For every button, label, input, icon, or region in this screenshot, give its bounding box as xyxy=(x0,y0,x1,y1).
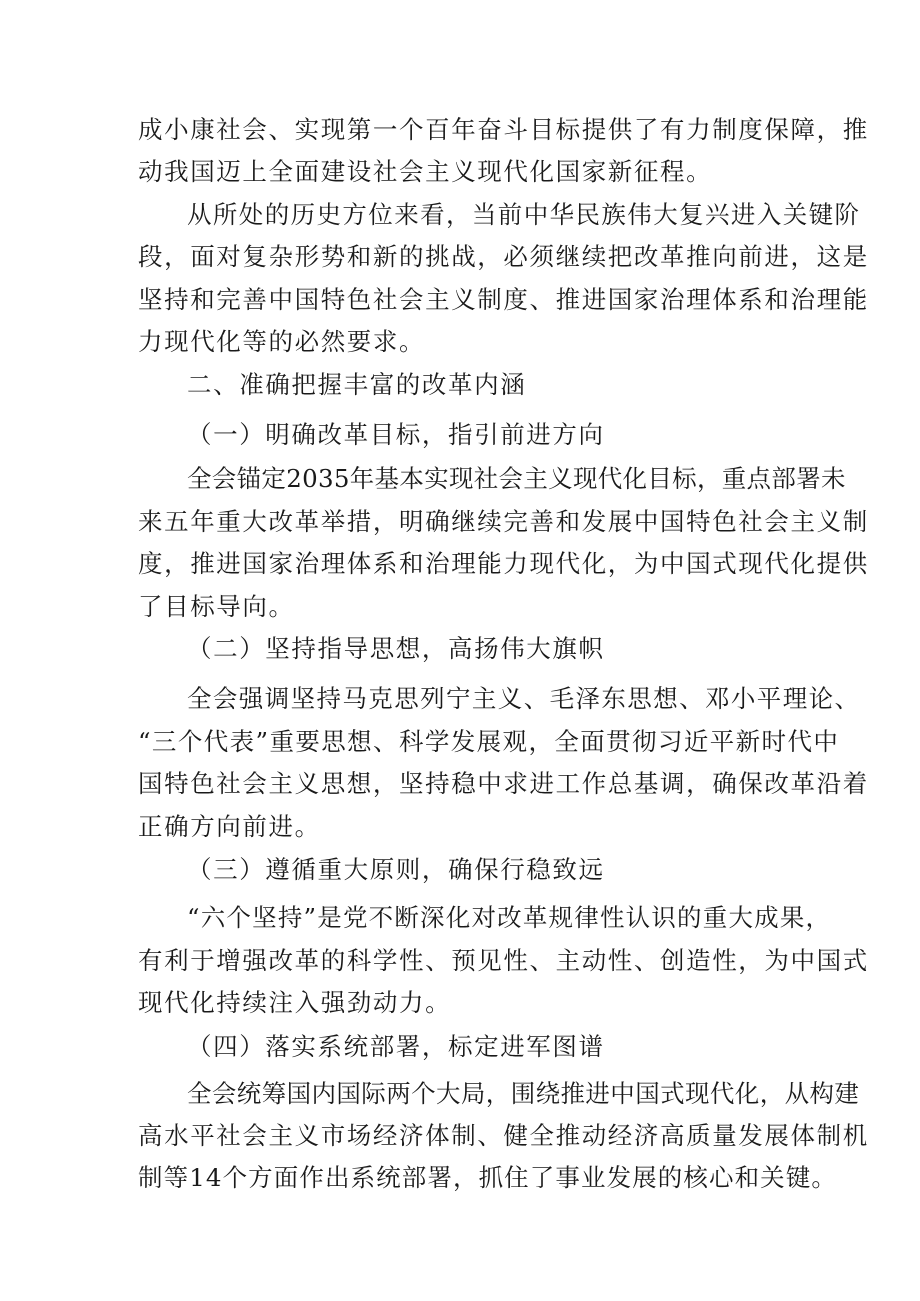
line-10: 来五年重大改革举措，明确继续完善和发展中国特色社会主义制 xyxy=(138,507,869,536)
line-11: 度，推进国家治理体系和治理能力现代化，为中国式现代化提供 xyxy=(138,549,869,578)
line-19: “六个坚持”是党不断深化对改革规律性认识的重大成果， xyxy=(187,903,832,932)
line-1: 成小康社会、实现第一个百年奋斗目标提供了有力制度保障，推 xyxy=(138,115,869,144)
line-25: 制等14个方面作出系统部署，抓住了事业发展的核心和关键。 xyxy=(138,1163,837,1192)
subheading-1: （一）明确改革目标，指引前进方向 xyxy=(187,420,605,449)
line-24: 高水平社会主义市场经济体制、健全推动经济高质量发展体制机 xyxy=(138,1121,869,1150)
line-17: 正确方向前进。 xyxy=(138,812,321,841)
line-9: 全会锚定2035年基本实现社会主义现代化目标，重点部署未 xyxy=(187,464,846,493)
subheading-4: （四）落实系统部署，标定进军图谱 xyxy=(187,1032,605,1061)
line-4: 段，面对复杂形势和新的挑战，必须继续把改革推向前进，这是 xyxy=(138,242,869,271)
line-3: 从所处的历史方位来看，当前中华民族伟大复兴进入关键阶 xyxy=(187,200,861,229)
line-21: 现代化持续注入强劲动力。 xyxy=(138,988,452,1017)
line-23: 全会统筹国内国际两个大局，围绕推进中国式现代化，从构建 xyxy=(187,1079,860,1108)
section-heading-2: 二、准确把握丰富的改革内涵 xyxy=(187,370,527,399)
subheading-2: （二）坚持指导思想，高扬伟大旗帜 xyxy=(187,634,605,663)
line-5: 坚持和完善中国特色社会主义制度、推进国家治理体系和治理能 xyxy=(138,285,869,314)
line-12: 了目标导向。 xyxy=(138,592,295,621)
subheading-3: （三）遵循重大原则，确保行稳致远 xyxy=(187,855,605,884)
line-16: 国特色社会主义思想，坚持稳中求进工作总基调，确保改革沿着 xyxy=(138,769,869,798)
line-2: 动我国迈上全面建设社会主义现代化国家新征程。 xyxy=(138,157,713,186)
line-15: “三个代表”重要思想、科学发展观，全面贯彻习近平新时代中 xyxy=(138,727,840,756)
line-20: 有利于增强改革的科学性、预见性、主动性、创造性，为中国式 xyxy=(138,946,869,975)
line-14: 全会强调坚持马克思列宁主义、毛泽东思想、邓小平理论、 xyxy=(187,684,861,713)
line-6: 力现代化等的必然要求。 xyxy=(138,327,426,356)
